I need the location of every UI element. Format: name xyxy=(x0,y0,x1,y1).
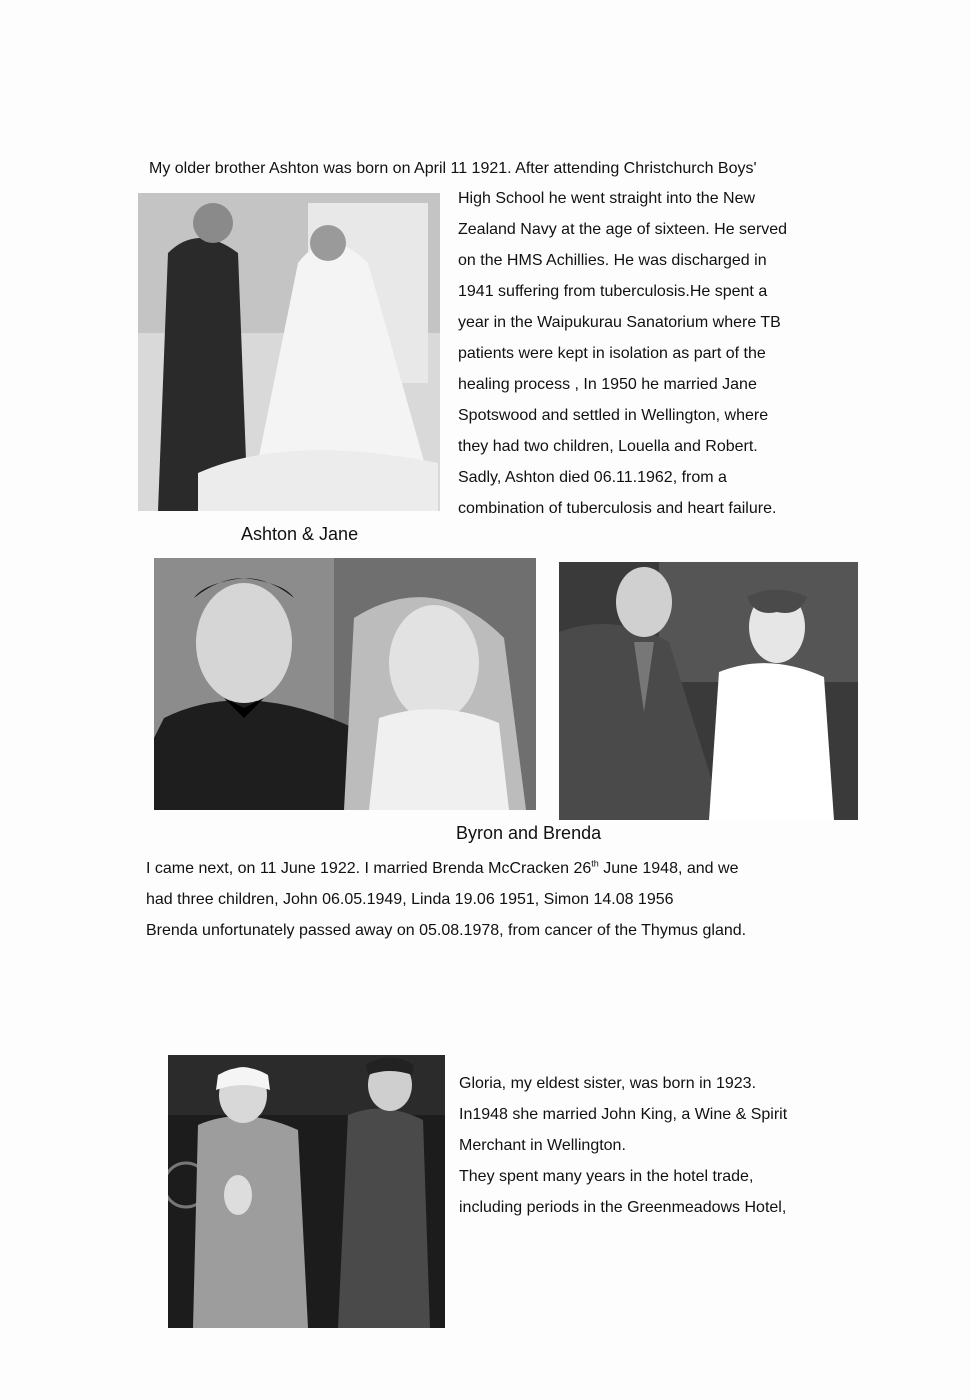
ashton-text-line: year in the Waipukurau Sanatorium where TB xyxy=(458,314,781,331)
ashton-text-line: combination of tuberculosis and heart failure. xyxy=(458,500,777,517)
ashton-jane-caption: Ashton & Jane xyxy=(241,524,359,544)
gloria-text-line: Gloria, my eldest sister, was born in 1923. xyxy=(459,1075,757,1092)
gloria-john-photo xyxy=(168,1055,445,1328)
ashton-text-line: Zealand Navy at the age of sixteen. He served xyxy=(458,221,788,238)
gloria-text-line: In1948 she married John King, a Wine & Spirit xyxy=(459,1106,788,1123)
ashton-jane-wedding-photo xyxy=(138,193,440,511)
gloria-text-line: They spent many years in the hotel trade, xyxy=(459,1168,754,1185)
byron-brenda-wedding-photo xyxy=(154,558,536,810)
gloria-text-line: including periods in the Greenmeadows Hotel, xyxy=(459,1199,787,1216)
ashton-text-line: they had two children, Louella and Robert. xyxy=(458,438,758,455)
ashton-text-line: Sadly, Ashton died 06.11.1962, from a xyxy=(458,469,727,486)
byron-text-line: had three children, John 06.05.1949, Linda 19.06 1951, Simon 14.08 1956 xyxy=(146,891,674,908)
ashton-text-line: healing process , In 1950 he married Jane xyxy=(458,376,757,393)
byron-text-line: Brenda unfortunately passed away on 05.08.1978, from cancer of the Thymus gland. xyxy=(146,922,747,939)
ashton-text-line: High School he went straight into the New xyxy=(458,190,756,207)
gloria-text-line: Merchant in Wellington. xyxy=(459,1137,626,1154)
ashton-text-line: patients were kept in isolation as part of the xyxy=(458,345,766,362)
ashton-text-line: Spotswood and settled in Wellington, where xyxy=(458,407,769,424)
byron-brenda-portrait-photo xyxy=(559,562,858,820)
ashton-text-line: 1941 suffering from tuberculosis.He spent a xyxy=(458,283,768,300)
ashton-text-line: on the HMS Achillies. He was discharged in xyxy=(458,252,767,269)
byron-brenda-caption: Byron and Brenda xyxy=(456,823,602,843)
ashton-intro-line: My older brother Ashton was born on April 11 1921. After attending Christchurch Boys' xyxy=(149,160,757,177)
byron-text-line: I came next, on 11 June 1922. I married Brenda McCracken 26th June 1948, and we xyxy=(146,858,739,877)
